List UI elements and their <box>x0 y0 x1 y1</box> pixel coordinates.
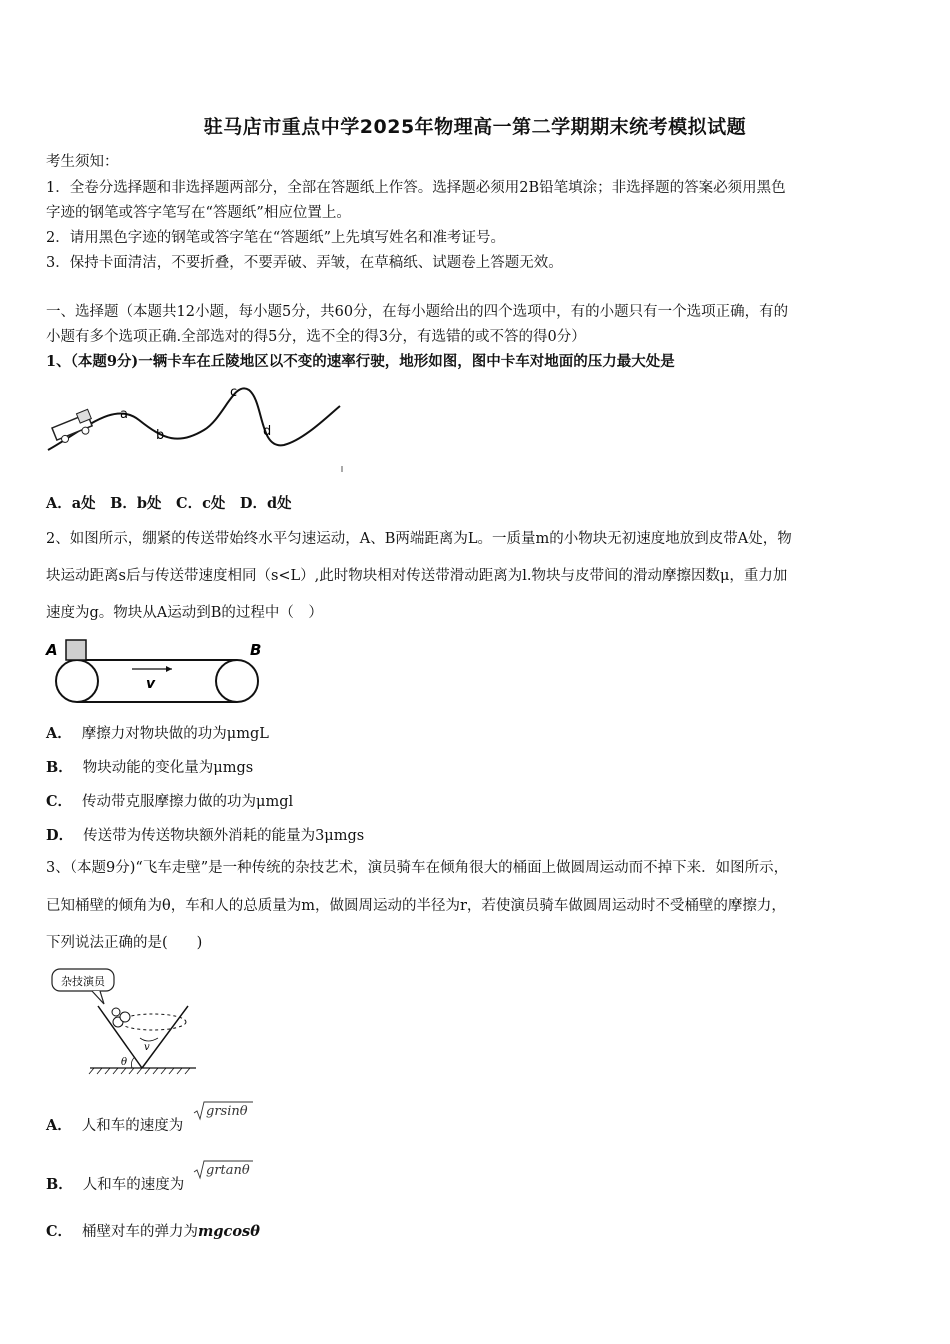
formula-b: grtanθ <box>206 1163 250 1178</box>
q3-stem-cont: 下列说法正确的是( ) <box>46 935 203 951</box>
q2-option-c: C． 传动带克服摩擦力做的功为μmgl <box>46 793 294 810</box>
left-pulley <box>56 660 98 702</box>
q3-bowl-figure <box>46 964 216 1076</box>
q3-option-b: B． 人和车的速度为 <box>46 1176 185 1193</box>
label-theta: θ <box>121 1057 128 1068</box>
notice-heading: 考生须知： <box>46 154 119 170</box>
notice-item: 1．全卷分选择题和非选择题两部分，全部在答题纸上作答。选择题必须用2B铅笔填涂；非选择题的答案必须用黑色 <box>46 180 786 196</box>
q2-option-b: B． 物块动能的变化量为μmgs <box>46 759 254 776</box>
q2-option-d: D． 传送带为传送物块额外消耗的能量为3μmgs <box>46 827 365 844</box>
q1-stem: 1、（本题9分)一辆卡车在丘陵地区以不变的速率行驶，地形如图，图中卡车对地面的压力最大处是 <box>46 353 675 370</box>
label-v: v <box>146 676 156 692</box>
formula-a: grsinθ <box>206 1104 248 1119</box>
label-d: d <box>263 424 272 439</box>
q2-option-a: A． 摩擦力对物块做的功为μmgL <box>46 725 269 742</box>
bubble-text: 杂技演员 <box>61 975 105 988</box>
label-A: A <box>46 641 58 659</box>
block <box>66 640 86 660</box>
q3-option-a: A． 人和车的速度为 <box>46 1117 184 1134</box>
q1-terrain-figure <box>44 380 354 475</box>
section-heading-cont: 小题有多个选项正确.全部选对的得5分，选不全的得3分，有选错的或不答的得0分） <box>46 329 586 345</box>
q1-options: A．a处 B．b处 C．c处 D．d处 <box>46 495 292 512</box>
section-heading: 一、选择题（本题共12小题，每小题5分，共60分，在每小题给出的四个选项中，有的小题只有一个选项正确，有的 <box>46 304 789 320</box>
label-v: v <box>144 1042 150 1053</box>
right-pulley <box>216 660 258 702</box>
q2-stem-cont: 速度为g。物块从A运动到B的过程中（ ） <box>46 605 323 621</box>
q3-stem: 3、（本题9分)“飞车走壁”是一种传统的杂技艺术，演员骑车在倾角很大的桶面上做圆周运动而不掉下来．如图所示， <box>46 860 789 876</box>
label-b: b <box>156 428 165 443</box>
notice-item: 3．保持卡面清洁，不要折叠，不要弄破、弄皱，在草稿纸、试题卷上答题无效。 <box>46 255 563 271</box>
notice-item: 2．请用黑色字迹的钢笔或答字笔在“答题纸”上先填写姓名和准考证号。 <box>46 230 506 246</box>
page-title: 驻马店市重点中学2025年物理高一第二学期期末统考模拟试题 <box>203 116 747 138</box>
truck-icon <box>51 409 97 445</box>
q3-stem-cont: 已知桶壁的倾角为θ，车和人的总质量为m，做圆周运动的半径为r，若使演员骑车做圆周运动时不受桶壁的摩擦力， <box>46 898 786 914</box>
sqrt-sign-a <box>193 1100 255 1122</box>
q3-option-c: C． 桶壁对车的弹力为mgcosθ <box>46 1223 260 1240</box>
q2-stem: 2、如图所示，绷紧的传送带始终水平匀速运动，A、B两端距离为L。一质量m的小物块无初速度地放到皮带A处，物 <box>46 531 792 547</box>
label-a: a <box>120 407 128 422</box>
terrain-curve <box>48 388 340 450</box>
notice-item: 字迹的钢笔或答字笔写在“答题纸”相应位置上。 <box>46 205 351 221</box>
q2-conveyor-figure <box>44 636 269 708</box>
q2-stem-cont: 块运动距离s后与传送带速度相同（s<L）,此时物块相对传送带滑动距离为l.物块与皮带间的滑动摩擦因数μ，重力加 <box>46 568 788 584</box>
bowl-right-wall <box>142 1006 188 1068</box>
label-B: B <box>250 641 262 659</box>
sqrt-sign-b <box>193 1159 255 1181</box>
formula-c: mgcosθ <box>198 1223 260 1240</box>
label-c: c <box>230 385 238 400</box>
